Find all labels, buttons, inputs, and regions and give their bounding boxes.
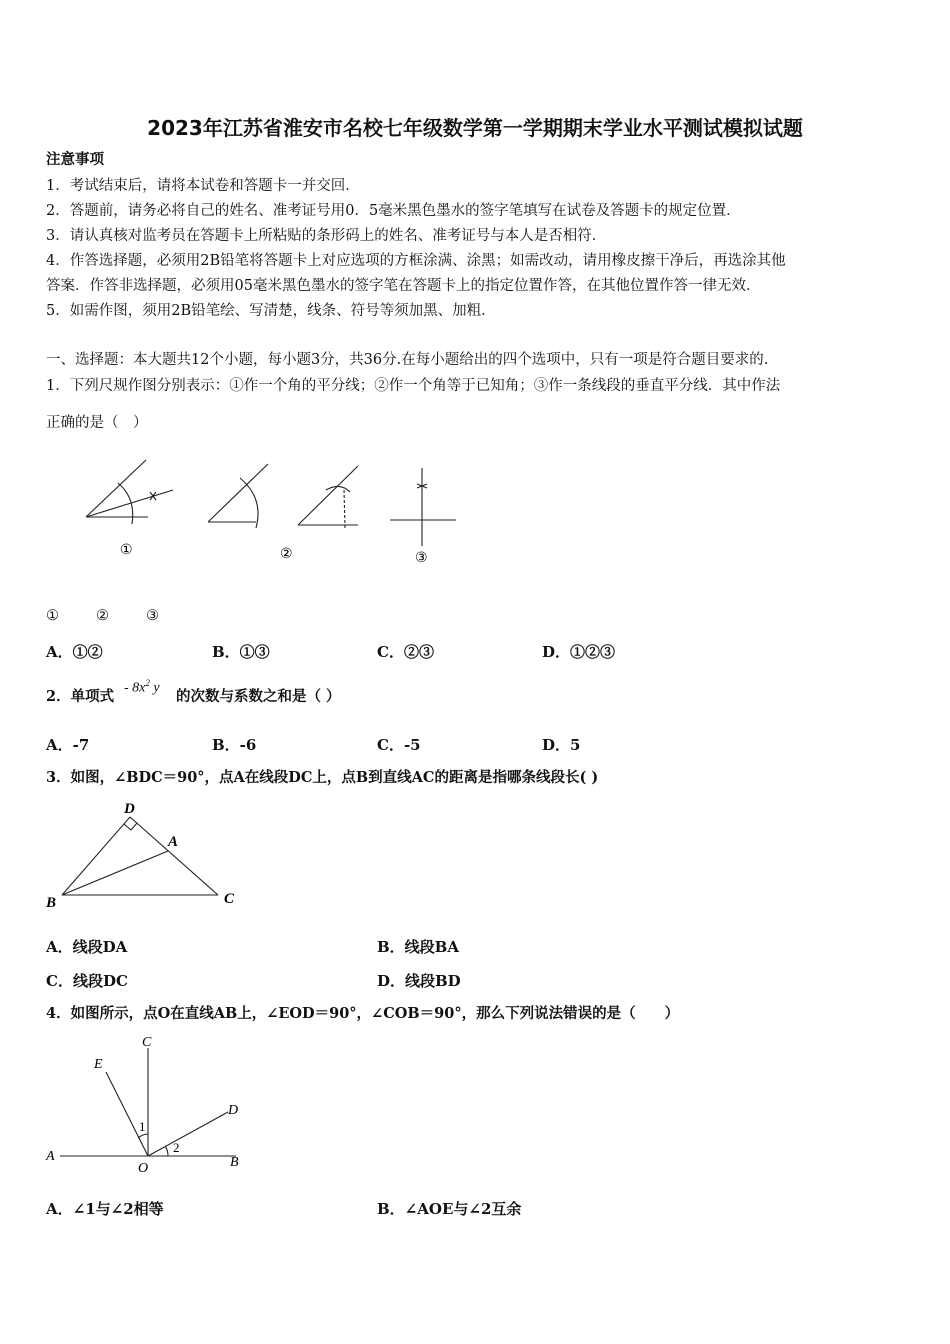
q2-option-d[interactable]: D．5 [542,736,581,754]
q1-fig-label-3: ③ [415,551,428,566]
q4-label-e: E [94,1057,103,1072]
q4-ray-od [148,1112,228,1156]
notice-item: 1．考试结束后，请将本试卷和答题卡一并交回． [46,178,360,194]
q3-label-c: C [224,891,235,907]
q1-option-b[interactable]: B．①③ [212,643,270,661]
q2-expression-var: y [153,680,160,696]
q3-option-b[interactable]: B．线段BA [377,938,459,956]
q4-label-angle2: 2 [173,1140,180,1155]
q3-segment-bd [62,817,130,895]
q1-mark-2: ② [96,608,109,624]
q1-fig2-ray [208,464,268,522]
q3-option-a[interactable]: A．线段DA [46,938,128,956]
q4-figure [40,1030,260,1178]
q1-fig1-ray [86,460,146,517]
q3-label-b: B [46,895,57,911]
q2-text-suffix: 的次数与系数之和是（ ） [176,688,341,705]
page-title: 2023年江苏省淮安市名校七年级数学第一学期期末学业水平测试模拟试题 [147,116,803,140]
q1-text-line2: 正确的是（ ） [46,415,148,431]
q2-option-c[interactable]: C．-5 [377,736,421,754]
q1-mark-3: ③ [146,608,159,624]
q1-fig1-bisector [86,490,173,517]
q3-label-a: A [168,834,179,850]
section-heading: 一、选择题：本大题共12个小题，每小题3分，共36分.在每小题给出的四个选项中，只有一项是符合题目要求的. [46,352,769,368]
q1-figure [70,450,490,575]
notice-item: 3．请认真核对监考员在答题卡上所粘贴的条形码上的姓名、准考证号与本人是否相符． [46,228,607,244]
q4-label-d: D [228,1103,239,1118]
q3-segment-ba [62,851,168,895]
notice-item: 5．如需作图，须用2B铅笔绘、写清楚，线条、符号等须加黑、加粗． [46,303,496,319]
q3-text: 3．如图，∠BDC＝90°，点A在线段DC上，点B到直线AC的距离是指哪条线段长( ) [46,769,599,786]
q1-fig3-ray [298,466,358,525]
q1-fig2-arc [240,478,258,528]
q3-option-d[interactable]: D．线段BD [377,972,461,990]
notice-item: 2．答题前，请务必将自己的姓名、准考证号用0．5毫米黑色墨水的签字笔填写在试卷及答题卡的规定位置． [46,203,741,219]
q4-label-b: B [230,1155,239,1170]
q4-label-angle1: 1 [139,1119,146,1134]
q3-segment-dc [130,817,218,895]
q1-option-c[interactable]: C．②③ [377,643,434,661]
q2-expression-exponent: 2 [145,678,150,688]
q4-option-a[interactable]: A．∠1与∠2相等 [46,1200,164,1218]
q1-text-line1: 1．下列尺规作图分别表示：①作一个角的平分线；②作一个角等于已知角；③作一条线段的垂直平分线．其中作法 [46,378,781,394]
q3-label-d: D [124,801,135,817]
q2-text-prefix: 2．单项式 [46,688,115,705]
q4-label-o: O [138,1161,149,1176]
q4-ray-oe [106,1072,148,1156]
q3-figure [40,795,250,915]
q2-expression [124,678,160,697]
notice-item: 答案．作答非选择题，必须用05毫米黑色墨水的签字笔在答题卡上的指定位置作答，在其他位置作答一律无效． [46,278,761,294]
q4-option-b[interactable]: B．∠AOE与∠2互余 [377,1200,522,1218]
q1-option-a[interactable]: A．①② [46,643,103,661]
q4-text: 4．如图所示，点O在直线AB上，∠EOD＝90°，∠COB＝90°，那么下列说法错误的是（ ） [46,1005,680,1022]
q4-label-c: C [142,1035,152,1050]
q3-option-c[interactable]: C．线段DC [46,972,128,990]
q4-angle2-arc [165,1146,168,1156]
q2-option-b[interactable]: B．-6 [212,736,257,754]
q1-fig-label-2: ② [280,547,293,562]
q1-option-d[interactable]: D．①②③ [542,643,616,661]
q1-mark-1: ① [46,608,59,624]
q4-label-a: A [46,1149,55,1164]
notice-heading: 注意事项 [46,151,104,168]
q2-option-a[interactable]: A．-7 [46,736,90,754]
q2-expression-coef: - 8x [124,680,146,696]
q1-fig-label-1: ① [120,543,133,558]
q3-right-angle-mark [124,823,137,830]
q1-fig3-dashed [344,490,345,528]
notice-item: 4．作答选择题，必须用2B铅笔将答题卡上对应选项的方框涂满、涂黑；如需改动，请用橡皮擦干净后，再选涂其他 [46,253,786,269]
q4-angle1-arc [138,1134,148,1138]
q1-fig3-arc [326,486,350,492]
